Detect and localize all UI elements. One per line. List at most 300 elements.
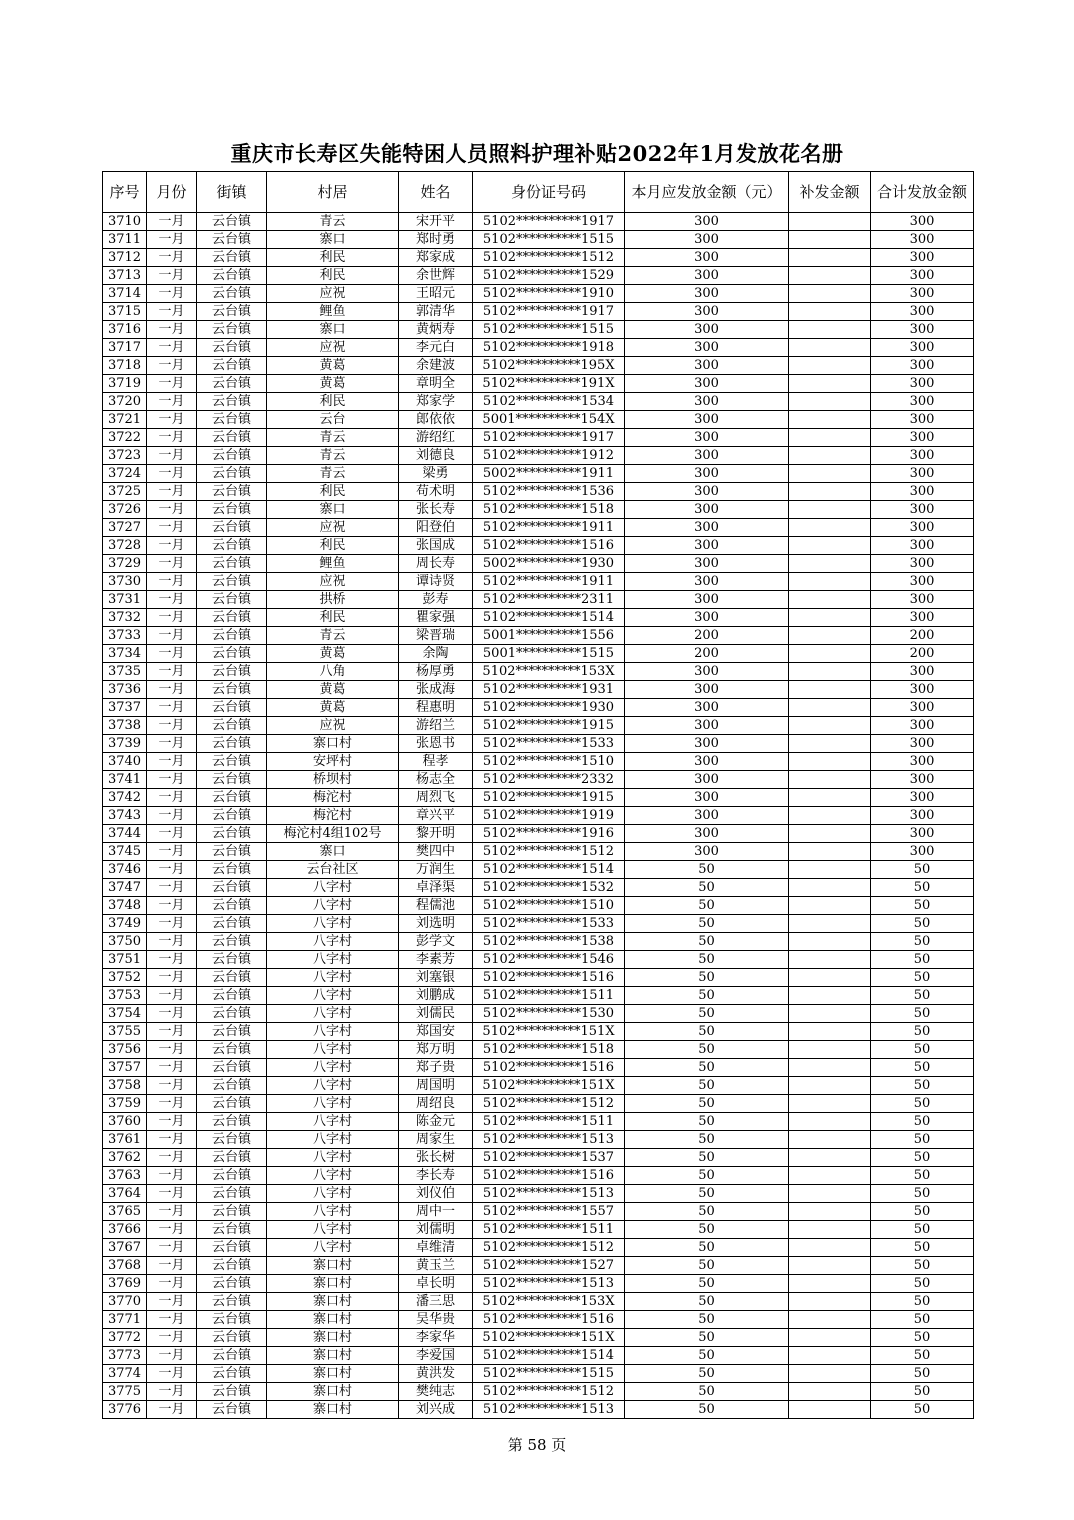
- cell-index: 3715: [103, 303, 147, 321]
- table-row: [103, 429, 974, 447]
- cell-supplement-amount: [789, 645, 871, 663]
- cell-village: 八字村: [267, 1131, 399, 1149]
- cell-name: 郎依依: [399, 411, 473, 429]
- cell-village: 黄葛: [267, 357, 399, 375]
- table-row: [103, 915, 974, 933]
- cell-name: 郑万明: [399, 1041, 473, 1059]
- cell-town: 云台镇: [197, 519, 267, 537]
- cell-supplement-amount: [789, 987, 871, 1005]
- cell-supplement-amount: [789, 1221, 871, 1239]
- cell-total-amount: 300: [871, 519, 974, 537]
- table-row: [103, 969, 974, 987]
- cell-monthly-amount: 300: [625, 285, 789, 303]
- cell-total-amount: 50: [871, 951, 974, 969]
- cell-id-number: 5102**********1917: [473, 213, 625, 231]
- cell-id-number: 5102**********1546: [473, 951, 625, 969]
- cell-month: 一月: [147, 1149, 197, 1167]
- cell-id-number: 5102**********1513: [473, 1275, 625, 1293]
- cell-monthly-amount: 300: [625, 681, 789, 699]
- cell-name: 陈金元: [399, 1113, 473, 1131]
- table-row: [103, 1095, 974, 1113]
- cell-name: 游绍红: [399, 429, 473, 447]
- table-row: [103, 681, 974, 699]
- cell-index: 3750: [103, 933, 147, 951]
- cell-month: 一月: [147, 1167, 197, 1185]
- cell-name: 刘儒民: [399, 1005, 473, 1023]
- cell-month: 一月: [147, 789, 197, 807]
- cell-total-amount: 300: [871, 213, 974, 231]
- cell-id-number: 5102**********1516: [473, 1311, 625, 1329]
- cell-monthly-amount: 50: [625, 1329, 789, 1347]
- table-row: [103, 987, 974, 1005]
- cell-name: 刘儒明: [399, 1221, 473, 1239]
- cell-supplement-amount: [789, 753, 871, 771]
- cell-index: 3721: [103, 411, 147, 429]
- cell-supplement-amount: [789, 789, 871, 807]
- cell-supplement-amount: [789, 213, 871, 231]
- col-header-supplement-amount: 补发金额: [789, 172, 871, 213]
- cell-town: 云台镇: [197, 267, 267, 285]
- cell-supplement-amount: [789, 771, 871, 789]
- cell-village: 寨口: [267, 501, 399, 519]
- cell-id-number: 5102**********1516: [473, 537, 625, 555]
- cell-name: 周国明: [399, 1077, 473, 1095]
- col-header-month: 月份: [147, 172, 197, 213]
- cell-name: 程孝: [399, 753, 473, 771]
- cell-total-amount: 50: [871, 1113, 974, 1131]
- cell-index: 3776: [103, 1401, 147, 1419]
- col-header-monthly-amount: 本月应发放金额（元）: [625, 172, 789, 213]
- cell-town: 云台镇: [197, 1167, 267, 1185]
- cell-village: 拱桥: [267, 591, 399, 609]
- cell-total-amount: 50: [871, 1185, 974, 1203]
- cell-monthly-amount: 50: [625, 1113, 789, 1131]
- cell-id-number: 5102**********1512: [473, 843, 625, 861]
- cell-name: 谭诗贤: [399, 573, 473, 591]
- cell-index: 3752: [103, 969, 147, 987]
- cell-index: 3756: [103, 1041, 147, 1059]
- cell-supplement-amount: [789, 663, 871, 681]
- cell-village: 黄葛: [267, 699, 399, 717]
- cell-name: 吴华贵: [399, 1311, 473, 1329]
- cell-name: 梁勇: [399, 465, 473, 483]
- cell-index: 3732: [103, 609, 147, 627]
- cell-name: 宋开平: [399, 213, 473, 231]
- cell-total-amount: 50: [871, 1239, 974, 1257]
- cell-total-amount: 50: [871, 861, 974, 879]
- cell-monthly-amount: 50: [625, 1131, 789, 1149]
- cell-village: 八字村: [267, 1167, 399, 1185]
- cell-id-number: 5102**********1911: [473, 573, 625, 591]
- cell-name: 李素芳: [399, 951, 473, 969]
- cell-total-amount: 50: [871, 1149, 974, 1167]
- table-row: [103, 1113, 974, 1131]
- cell-supplement-amount: [789, 1383, 871, 1401]
- cell-id-number: 5102**********1536: [473, 483, 625, 501]
- cell-index: 3735: [103, 663, 147, 681]
- cell-monthly-amount: 200: [625, 645, 789, 663]
- cell-id-number: 5102**********1516: [473, 969, 625, 987]
- cell-monthly-amount: 50: [625, 897, 789, 915]
- cell-id-number: 5102**********1512: [473, 1239, 625, 1257]
- cell-month: 一月: [147, 1239, 197, 1257]
- cell-village: 八字村: [267, 1185, 399, 1203]
- cell-name: 程儒池: [399, 897, 473, 915]
- cell-total-amount: 50: [871, 879, 974, 897]
- cell-monthly-amount: 50: [625, 969, 789, 987]
- cell-month: 一月: [147, 1311, 197, 1329]
- cell-supplement-amount: [789, 1203, 871, 1221]
- cell-id-number: 5102**********1538: [473, 933, 625, 951]
- cell-supplement-amount: [789, 1257, 871, 1275]
- cell-id-number: 5102**********1510: [473, 753, 625, 771]
- cell-month: 一月: [147, 987, 197, 1005]
- cell-name: 张国成: [399, 537, 473, 555]
- cell-total-amount: 50: [871, 1059, 974, 1077]
- cell-month: 一月: [147, 1221, 197, 1239]
- cell-index: 3737: [103, 699, 147, 717]
- table-row: [103, 879, 974, 897]
- cell-town: 云台镇: [197, 1383, 267, 1401]
- table-row: [103, 807, 974, 825]
- page-number: 第 58 页: [507, 1436, 567, 1454]
- cell-id-number: 5001**********1556: [473, 627, 625, 645]
- cell-name: 李元白: [399, 339, 473, 357]
- cell-index: 3775: [103, 1383, 147, 1401]
- cell-name: 黄炳寿: [399, 321, 473, 339]
- cell-name: 刘兴成: [399, 1401, 473, 1419]
- cell-month: 一月: [147, 879, 197, 897]
- cell-id-number: 5102**********1527: [473, 1257, 625, 1275]
- cell-village: 青云: [267, 213, 399, 231]
- cell-supplement-amount: [789, 285, 871, 303]
- cell-month: 一月: [147, 465, 197, 483]
- cell-name: 卓长明: [399, 1275, 473, 1293]
- cell-id-number: 5102**********1930: [473, 699, 625, 717]
- cell-month: 一月: [147, 1257, 197, 1275]
- cell-supplement-amount: [789, 1365, 871, 1383]
- cell-village: 应祝: [267, 717, 399, 735]
- cell-town: 云台镇: [197, 1311, 267, 1329]
- cell-name: 郑家成: [399, 249, 473, 267]
- cell-name: 张成海: [399, 681, 473, 699]
- table-row: [103, 1239, 974, 1257]
- cell-index: 3713: [103, 267, 147, 285]
- table-row: [103, 771, 974, 789]
- table-row: [103, 1203, 974, 1221]
- cell-village: 寨口村: [267, 735, 399, 753]
- cell-month: 一月: [147, 231, 197, 249]
- cell-town: 云台镇: [197, 1077, 267, 1095]
- cell-name: 彭学文: [399, 933, 473, 951]
- cell-town: 云台镇: [197, 1401, 267, 1419]
- cell-supplement-amount: [789, 681, 871, 699]
- cell-name: 刘鹏成: [399, 987, 473, 1005]
- table-row: [103, 627, 974, 645]
- cell-name: 郑国安: [399, 1023, 473, 1041]
- table-row: [103, 1023, 974, 1041]
- cell-village: 八字村: [267, 1203, 399, 1221]
- cell-town: 云台镇: [197, 483, 267, 501]
- table-row: [103, 1329, 974, 1347]
- cell-id-number: 5002**********1930: [473, 555, 625, 573]
- cell-total-amount: 50: [871, 1257, 974, 1275]
- cell-monthly-amount: 300: [625, 807, 789, 825]
- cell-index: 3728: [103, 537, 147, 555]
- cell-monthly-amount: 50: [625, 1149, 789, 1167]
- cell-village: 利民: [267, 249, 399, 267]
- table-row: [103, 1347, 974, 1365]
- cell-name: 刘仪伯: [399, 1185, 473, 1203]
- col-header-town: 街镇: [197, 172, 267, 213]
- cell-total-amount: 300: [871, 303, 974, 321]
- cell-total-amount: 200: [871, 645, 974, 663]
- cell-supplement-amount: [789, 501, 871, 519]
- cell-name: 卓泽渠: [399, 879, 473, 897]
- cell-monthly-amount: 50: [625, 1275, 789, 1293]
- cell-town: 云台镇: [197, 1221, 267, 1239]
- cell-id-number: 5102**********151X: [473, 1329, 625, 1347]
- cell-supplement-amount: [789, 1113, 871, 1131]
- cell-month: 一月: [147, 393, 197, 411]
- cell-name: 周中一: [399, 1203, 473, 1221]
- cell-monthly-amount: 300: [625, 825, 789, 843]
- cell-village: 八字村: [267, 951, 399, 969]
- cell-month: 一月: [147, 915, 197, 933]
- cell-index: 3717: [103, 339, 147, 357]
- cell-monthly-amount: 50: [625, 1347, 789, 1365]
- table-row: [103, 501, 974, 519]
- col-header-village: 村居: [267, 172, 399, 213]
- cell-total-amount: 300: [871, 717, 974, 735]
- cell-total-amount: 50: [871, 1077, 974, 1095]
- cell-index: 3758: [103, 1077, 147, 1095]
- cell-town: 云台镇: [197, 1059, 267, 1077]
- cell-id-number: 5102**********1516: [473, 1059, 625, 1077]
- cell-month: 一月: [147, 1383, 197, 1401]
- cell-month: 一月: [147, 1401, 197, 1419]
- cell-town: 云台镇: [197, 987, 267, 1005]
- cell-village: 八字村: [267, 933, 399, 951]
- cell-index: 3755: [103, 1023, 147, 1041]
- cell-total-amount: 50: [871, 1023, 974, 1041]
- cell-monthly-amount: 300: [625, 735, 789, 753]
- cell-town: 云台镇: [197, 1131, 267, 1149]
- cell-index: 3772: [103, 1329, 147, 1347]
- cell-town: 云台镇: [197, 303, 267, 321]
- cell-month: 一月: [147, 555, 197, 573]
- cell-village: 寨口村: [267, 1365, 399, 1383]
- table-row: [103, 267, 974, 285]
- cell-name: 李爱国: [399, 1347, 473, 1365]
- cell-total-amount: 300: [871, 339, 974, 357]
- cell-index: 3725: [103, 483, 147, 501]
- cell-month: 一月: [147, 969, 197, 987]
- cell-total-amount: 50: [871, 933, 974, 951]
- cell-town: 云台镇: [197, 681, 267, 699]
- cell-monthly-amount: 50: [625, 1185, 789, 1203]
- table-row: [103, 663, 974, 681]
- cell-month: 一月: [147, 591, 197, 609]
- cell-town: 云台镇: [197, 717, 267, 735]
- table-row: [103, 375, 974, 393]
- table-row: [103, 933, 974, 951]
- cell-id-number: 5102**********153X: [473, 663, 625, 681]
- cell-village: 寨口: [267, 843, 399, 861]
- cell-supplement-amount: [789, 1131, 871, 1149]
- cell-village: 梅沱村4组102号: [267, 825, 399, 843]
- cell-supplement-amount: [789, 843, 871, 861]
- cell-supplement-amount: [789, 1059, 871, 1077]
- cell-town: 云台镇: [197, 321, 267, 339]
- cell-id-number: 5102**********1511: [473, 1221, 625, 1239]
- cell-supplement-amount: [789, 519, 871, 537]
- cell-monthly-amount: 300: [625, 663, 789, 681]
- cell-month: 一月: [147, 1329, 197, 1347]
- cell-id-number: 5102**********1511: [473, 1113, 625, 1131]
- cell-supplement-amount: [789, 465, 871, 483]
- table-row: [103, 591, 974, 609]
- cell-monthly-amount: 50: [625, 1059, 789, 1077]
- cell-total-amount: 300: [871, 663, 974, 681]
- cell-id-number: 5102**********1512: [473, 1383, 625, 1401]
- cell-supplement-amount: [789, 249, 871, 267]
- cell-village: 云台: [267, 411, 399, 429]
- cell-id-number: 5102**********1514: [473, 609, 625, 627]
- cell-town: 云台镇: [197, 1329, 267, 1347]
- cell-monthly-amount: 50: [625, 1023, 789, 1041]
- cell-town: 云台镇: [197, 1005, 267, 1023]
- cell-village: 利民: [267, 267, 399, 285]
- cell-id-number: 5102**********1515: [473, 321, 625, 339]
- cell-name: 周绍良: [399, 1095, 473, 1113]
- cell-name: 郑家学: [399, 393, 473, 411]
- cell-index: 3748: [103, 897, 147, 915]
- cell-total-amount: 300: [871, 735, 974, 753]
- cell-name: 张长寿: [399, 501, 473, 519]
- cell-total-amount: 300: [871, 501, 974, 519]
- cell-month: 一月: [147, 1203, 197, 1221]
- cell-town: 云台镇: [197, 1275, 267, 1293]
- cell-town: 云台镇: [197, 843, 267, 861]
- cell-name: 李家华: [399, 1329, 473, 1347]
- cell-supplement-amount: [789, 483, 871, 501]
- cell-month: 一月: [147, 447, 197, 465]
- cell-village: 黄葛: [267, 681, 399, 699]
- cell-id-number: 5102**********2332: [473, 771, 625, 789]
- cell-total-amount: 50: [871, 1329, 974, 1347]
- table-row: [103, 1275, 974, 1293]
- cell-month: 一月: [147, 1185, 197, 1203]
- cell-monthly-amount: 300: [625, 609, 789, 627]
- cell-total-amount: 50: [871, 1311, 974, 1329]
- cell-month: 一月: [147, 1113, 197, 1131]
- cell-village: 寨口: [267, 321, 399, 339]
- cell-month: 一月: [147, 519, 197, 537]
- cell-index: 3723: [103, 447, 147, 465]
- cell-total-amount: 50: [871, 969, 974, 987]
- cell-monthly-amount: 300: [625, 249, 789, 267]
- table-row: [103, 303, 974, 321]
- cell-id-number: 5102**********1512: [473, 1095, 625, 1113]
- cell-index: 3767: [103, 1239, 147, 1257]
- cell-total-amount: 50: [871, 1005, 974, 1023]
- cell-supplement-amount: [789, 609, 871, 627]
- table-row: [103, 357, 974, 375]
- cell-supplement-amount: [789, 339, 871, 357]
- cell-index: 3771: [103, 1311, 147, 1329]
- cell-month: 一月: [147, 357, 197, 375]
- cell-name: 杨厚勇: [399, 663, 473, 681]
- cell-month: 一月: [147, 483, 197, 501]
- table-row: [103, 339, 974, 357]
- cell-id-number: 5102**********1514: [473, 1347, 625, 1365]
- cell-village: 八字村: [267, 1239, 399, 1257]
- cell-index: 3754: [103, 1005, 147, 1023]
- cell-town: 云台镇: [197, 861, 267, 879]
- cell-village: 寨口: [267, 231, 399, 249]
- cell-monthly-amount: 300: [625, 519, 789, 537]
- cell-total-amount: 300: [871, 843, 974, 861]
- cell-total-amount: 300: [871, 483, 974, 501]
- cell-town: 云台镇: [197, 627, 267, 645]
- cell-name: 张恩书: [399, 735, 473, 753]
- cell-town: 云台镇: [197, 465, 267, 483]
- cell-monthly-amount: 300: [625, 699, 789, 717]
- cell-index: 3770: [103, 1293, 147, 1311]
- cell-total-amount: 50: [871, 1203, 974, 1221]
- cell-village: 八角: [267, 663, 399, 681]
- cell-id-number: 5102**********1515: [473, 1365, 625, 1383]
- cell-supplement-amount: [789, 807, 871, 825]
- cell-town: 云台镇: [197, 699, 267, 717]
- cell-supplement-amount: [789, 1311, 871, 1329]
- cell-month: 一月: [147, 1005, 197, 1023]
- cell-town: 云台镇: [197, 897, 267, 915]
- table-row: [103, 897, 974, 915]
- cell-village: 八字村: [267, 915, 399, 933]
- cell-total-amount: 300: [871, 375, 974, 393]
- cell-monthly-amount: 300: [625, 753, 789, 771]
- cell-index: 3741: [103, 771, 147, 789]
- cell-monthly-amount: 300: [625, 591, 789, 609]
- cell-month: 一月: [147, 267, 197, 285]
- cell-village: 八字村: [267, 1095, 399, 1113]
- cell-town: 云台镇: [197, 555, 267, 573]
- cell-index: 3762: [103, 1149, 147, 1167]
- cell-id-number: 5001**********1515: [473, 645, 625, 663]
- cell-monthly-amount: 50: [625, 1167, 789, 1185]
- cell-town: 云台镇: [197, 1041, 267, 1059]
- cell-town: 云台镇: [197, 1293, 267, 1311]
- cell-id-number: 5102**********1516: [473, 1167, 625, 1185]
- cell-month: 一月: [147, 663, 197, 681]
- cell-town: 云台镇: [197, 591, 267, 609]
- cell-month: 一月: [147, 375, 197, 393]
- table-row: [103, 789, 974, 807]
- cell-town: 云台镇: [197, 1095, 267, 1113]
- cell-supplement-amount: [789, 951, 871, 969]
- cell-town: 云台镇: [197, 429, 267, 447]
- table-row: [103, 321, 974, 339]
- cell-town: 云台镇: [197, 1185, 267, 1203]
- cell-monthly-amount: 300: [625, 411, 789, 429]
- cell-index: 3743: [103, 807, 147, 825]
- cell-index: 3740: [103, 753, 147, 771]
- cell-monthly-amount: 50: [625, 1077, 789, 1095]
- cell-total-amount: 50: [871, 1383, 974, 1401]
- cell-index: 3724: [103, 465, 147, 483]
